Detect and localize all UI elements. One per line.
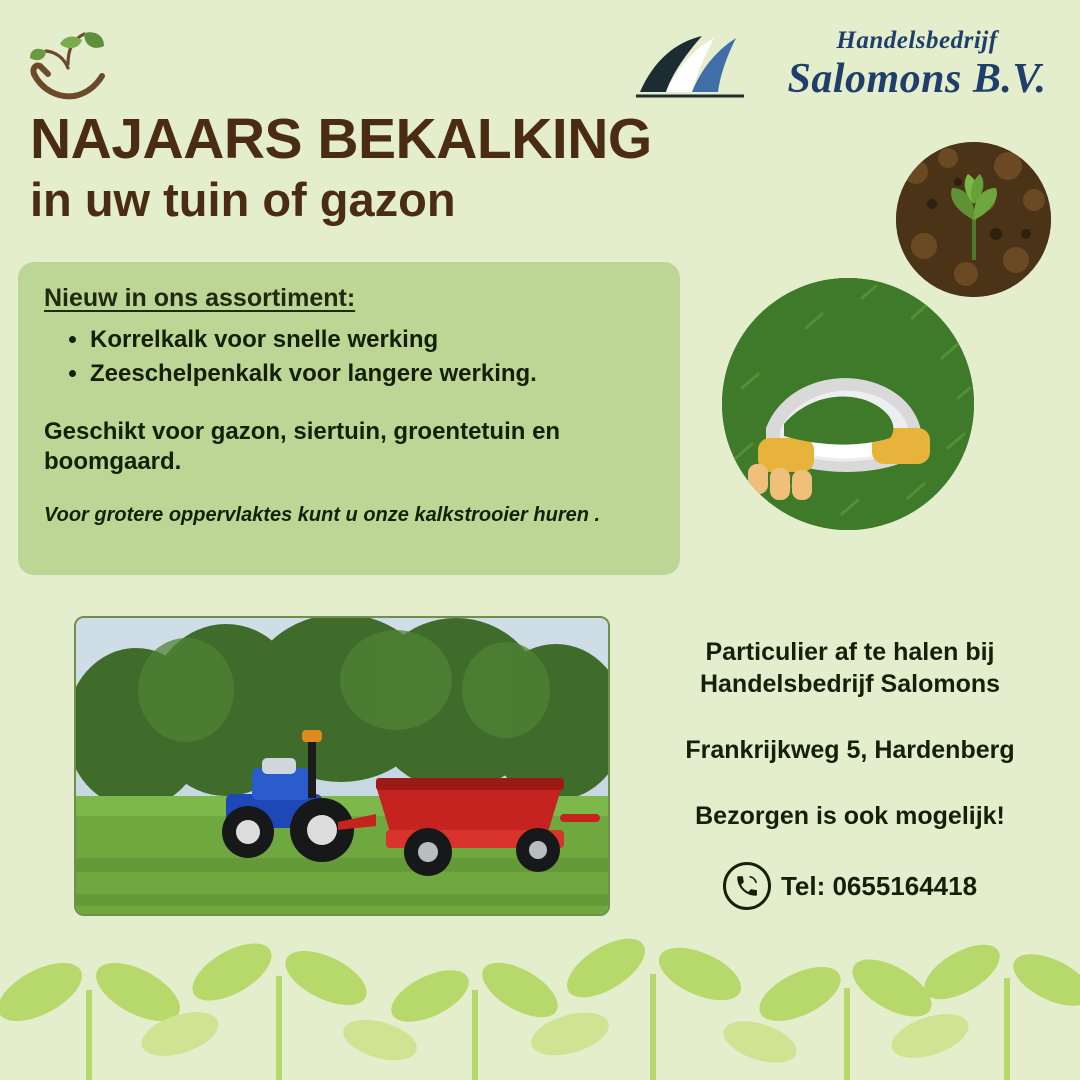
gloved-hands-with-lime-granules-photo — [722, 278, 974, 530]
blue-tractor-with-red-lime-spreader-photo — [74, 616, 610, 916]
phone-row[interactable] — [640, 862, 1060, 910]
headline-sub: in uw tuin of gazon — [30, 172, 456, 226]
hand-holding-sprout-icon — [24, 24, 110, 102]
assortment-paragraph: Geschikt voor gazon, siertuin, groentetuin en boomgaard. — [44, 418, 561, 475]
assortment-title: Nieuw in ons assortiment: — [44, 284, 356, 312]
seedling-in-soil-photo — [896, 142, 1051, 297]
spacer — [640, 700, 1060, 734]
list-item: • Korrelkalk voor snelle werking — [90, 323, 654, 357]
brand-line-2: Salomons B.V. — [787, 56, 1047, 103]
contact-block — [640, 636, 1060, 910]
phone-number[interactable]: Tel: 0655164418 — [780, 870, 978, 901]
page-title — [30, 107, 730, 226]
phone-icon — [723, 862, 771, 910]
assortment-card — [18, 262, 680, 575]
assortment-note: Voor grotere oppervlaktes kunt u onze kalkstrooier huren . — [44, 503, 601, 526]
pickup-line-2: Handelsbedrijf Salomons — [699, 670, 1001, 698]
pickup-line-1: Particulier af te halen bij — [705, 638, 995, 666]
delivery-line: Bezorgen is ook mogelijk! — [695, 802, 1005, 830]
headline-main: NAJAARS BEKALKING — [30, 107, 652, 171]
sprout-leaves-band — [0, 930, 1080, 1080]
brand-wordmark — [772, 28, 1062, 102]
address-line: Frankrijkweg 5, Hardenberg — [685, 736, 1015, 764]
assortment-list — [44, 323, 654, 391]
sail-logo-icon — [632, 30, 752, 102]
brand-logo — [632, 22, 1062, 114]
spacer — [640, 766, 1060, 800]
list-item: • Zeeschelpenkalk voor langere werking. — [90, 357, 654, 391]
brand-line-1: Handelsbedrijf — [836, 27, 998, 54]
